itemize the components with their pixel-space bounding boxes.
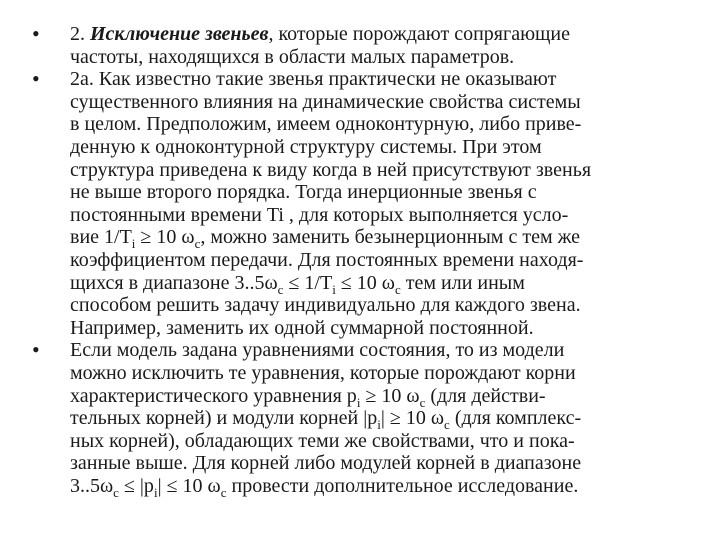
text-run: постоянными времени Ti , для которых выполняется усло- (70, 203, 569, 226)
bullet-list (30, 21, 690, 500)
text-line (70, 91, 690, 114)
text-line (70, 113, 690, 136)
text-line (70, 159, 690, 182)
subscript: c (220, 484, 227, 500)
text-run: вие 1/T (70, 226, 132, 249)
text-run: щихся в диапазоне 3..5ω (70, 271, 278, 294)
subscript: i (131, 236, 136, 252)
text-run: денную к одноконтурной структуру системы. При этом (70, 135, 542, 158)
subscript: i (356, 394, 361, 410)
text-run: не выше второго порядка. Тогда инерционные звенья с (70, 181, 537, 204)
text-run: структура приведена к виду когда в ней присутствуют звенья (70, 158, 592, 181)
text-line (70, 249, 690, 272)
subscript: c (394, 281, 401, 297)
text-line (70, 204, 690, 227)
bullet-dot-icon: • (32, 66, 40, 92)
text-run: способом решить задачу индивидуально для каждого звена. (70, 294, 581, 317)
subscript: c (419, 394, 426, 410)
subscript: c (277, 281, 284, 297)
text-line (70, 46, 690, 69)
text-run: , которые порождают сопрягающие (268, 23, 570, 45)
text-run: 2а. Как известно такие звенья практически не оказывают (70, 68, 557, 91)
text-run: 3..5ω (70, 474, 114, 497)
text-run: ≥ 10 ω (360, 384, 420, 407)
text-line (70, 226, 690, 252)
subscript: i (377, 417, 381, 433)
text-run: провести дополнительное исследование. (226, 474, 579, 497)
text-run: ≤ |p (118, 474, 154, 497)
subscript: i (153, 484, 158, 500)
text-line (70, 362, 690, 385)
text-run: Например, заменить их одной суммарной постоянной. (70, 316, 534, 339)
text-line (70, 385, 690, 408)
text-run: частоты, находящихся в области малых параметров. (70, 45, 515, 68)
text-run: ≤ 10 ω (335, 271, 395, 294)
text-run: характеристического уравнения p (70, 384, 357, 407)
text-line (70, 475, 690, 498)
text-run: можно исключить те уравнения, которые порождают корни (70, 361, 576, 384)
subscript: i (332, 281, 336, 297)
text-line (70, 136, 690, 159)
bullet-item (30, 337, 690, 500)
text-run: (для комплекс- (449, 407, 582, 430)
text-run: , можно заменить безынерционным с тем же (200, 226, 581, 249)
subscript: c (444, 417, 450, 433)
text-run: | ≥ 10 ω (380, 407, 445, 430)
text-run: в целом. Предположим, имеем одноконтурную, либо приве- (70, 113, 582, 136)
text-line (70, 68, 690, 91)
text-line (70, 181, 690, 204)
bullet-item (30, 23, 690, 68)
text-run: ≥ 10 ω (135, 226, 195, 249)
text-run: коэффициентом передачи. Для постоянных времени находя- (70, 248, 584, 271)
text-line (70, 317, 690, 340)
text-line (70, 294, 690, 317)
text-line (70, 407, 690, 433)
text-run: занные выше. Для корней либо модулей корней в диапазоне (70, 452, 582, 475)
subscript: c (194, 236, 201, 252)
bullet-item (30, 68, 690, 339)
text-run: тельных корней) и модули корней |p (70, 407, 378, 430)
text-line (70, 272, 690, 295)
text-run: (для действи- (425, 384, 546, 407)
text-run: ных корней), обладающих теми же свойствами, что и пока- (70, 429, 575, 452)
text-line (70, 430, 690, 453)
text-run: Если модель задана уравнениями состояния, то из модели (70, 339, 565, 362)
text-line (70, 452, 690, 475)
bullet-dot-icon: • (32, 337, 40, 363)
text-run: ≤ 1/T (283, 271, 333, 294)
subscript: c (113, 484, 119, 500)
text-run: тем или иным (400, 271, 525, 294)
text-run: 2. (70, 23, 90, 45)
text-line (70, 23, 690, 46)
text-run: | ≤ 10 ω (157, 474, 221, 497)
emphasis-text: Исключение звеньев (90, 23, 269, 45)
bullet-dot-icon: • (32, 21, 40, 46)
text-run: существенного влияния на динамические свойства системы (70, 90, 581, 113)
text-line (70, 339, 690, 362)
